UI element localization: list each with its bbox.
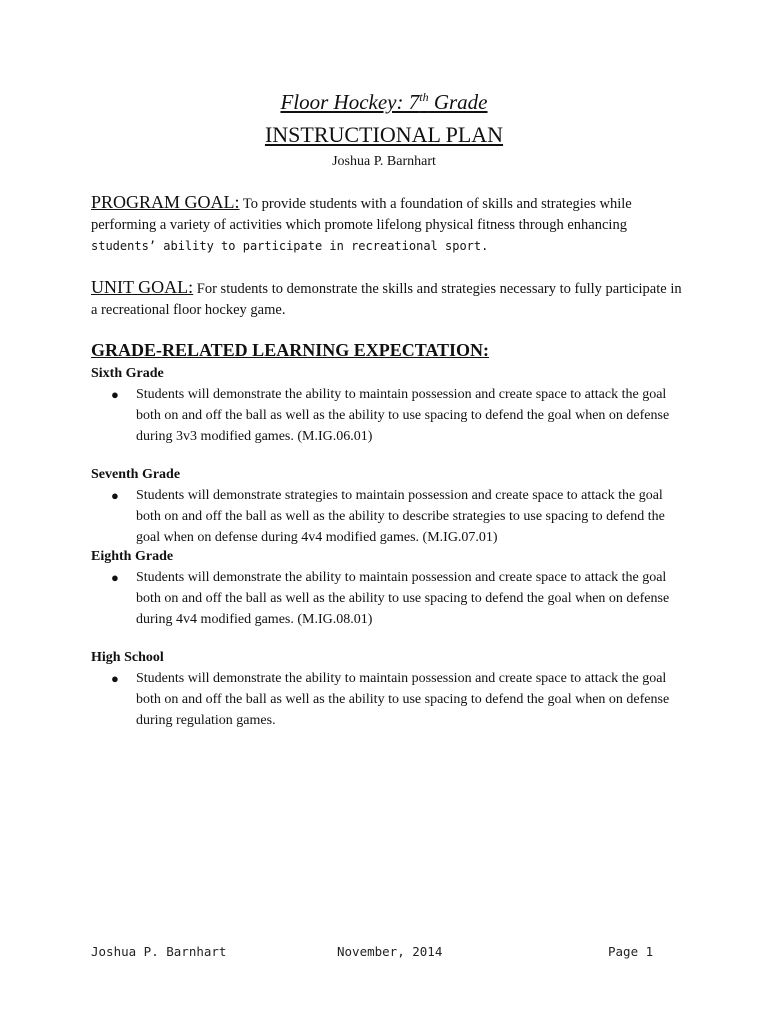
document-title	[0, 90, 768, 115]
grade-label-high-school: High School	[91, 650, 164, 665]
bullet-icon: ●	[111, 570, 119, 585]
grade-label-eighth: Eighth Grade	[91, 549, 174, 564]
list-item	[91, 485, 691, 548]
program-goal-text-end: students’ ability to participate in recreational sport.	[91, 239, 489, 253]
title-prefix: Floor Hockey: 7	[280, 90, 420, 114]
list-item	[91, 668, 691, 731]
grade-expectation-text: Students will demonstrate the ability to maintain possession and create space to attack the goal both on and off the ball as well as the ability to use spacing to defend the goal when on defense during regulation games.	[136, 671, 670, 728]
list-item	[91, 567, 691, 630]
grade-label-seventh: Seventh Grade	[91, 467, 181, 482]
title-superscript: th	[419, 90, 429, 104]
program-goal-text: To provide students with a foundation of skills and strategies while performing a variety of activities which promote lifelong physical fitness through enhancing	[91, 196, 632, 233]
grade-expectation-text: Students will demonstrate strategies to maintain possession and create space to attack the goal both on and off the ball as well as the ability to describe strategies to use spacing to defend the goal when on defense during 4v4 modified games. (M.IG.07.01)	[136, 488, 665, 545]
bullet-icon: ●	[111, 488, 119, 503]
title-suffix: Grade	[428, 90, 488, 114]
footer-date: November, 2014	[337, 944, 443, 959]
unit-goal-heading: UNIT GOAL:	[91, 277, 194, 297]
footer-author: Joshua P. Barnhart	[91, 944, 227, 959]
grade-label-sixth: Sixth Grade	[91, 366, 164, 381]
author-name: Joshua P. Barnhart	[332, 154, 436, 169]
grade-expectation-text: Students will demonstrate the ability to maintain possession and create space to attack the goal both on and off the ball as well as the ability to use spacing to defend the goal when on defense during 3v3 modified games. (M.IG.06.01)	[136, 387, 670, 444]
program-goal-heading: PROGRAM GOAL:	[91, 192, 240, 212]
program-goal-section	[91, 192, 691, 257]
list-item	[91, 384, 691, 447]
bullet-icon: ●	[111, 671, 119, 686]
grade-expectation-text: Students will demonstrate the ability to maintain possession and create space to attack the goal both on and off the ball as well as the ability to use spacing to defend the goal when on defense during 4v4 modified games. (M.IG.08.01)	[136, 570, 670, 627]
bullet-icon: ●	[111, 387, 119, 402]
glle-heading: GRADE-RELATED LEARNING EXPECTATION:	[91, 340, 490, 360]
unit-goal-text: For students to demonstrate the skills and strategies necessary to fully participate in a recreational floor hockey game.	[91, 281, 682, 318]
footer-page-number: Page 1	[608, 944, 654, 959]
unit-goal-section	[91, 277, 691, 321]
document-subtitle: INSTRUCTIONAL PLAN	[264, 122, 504, 147]
